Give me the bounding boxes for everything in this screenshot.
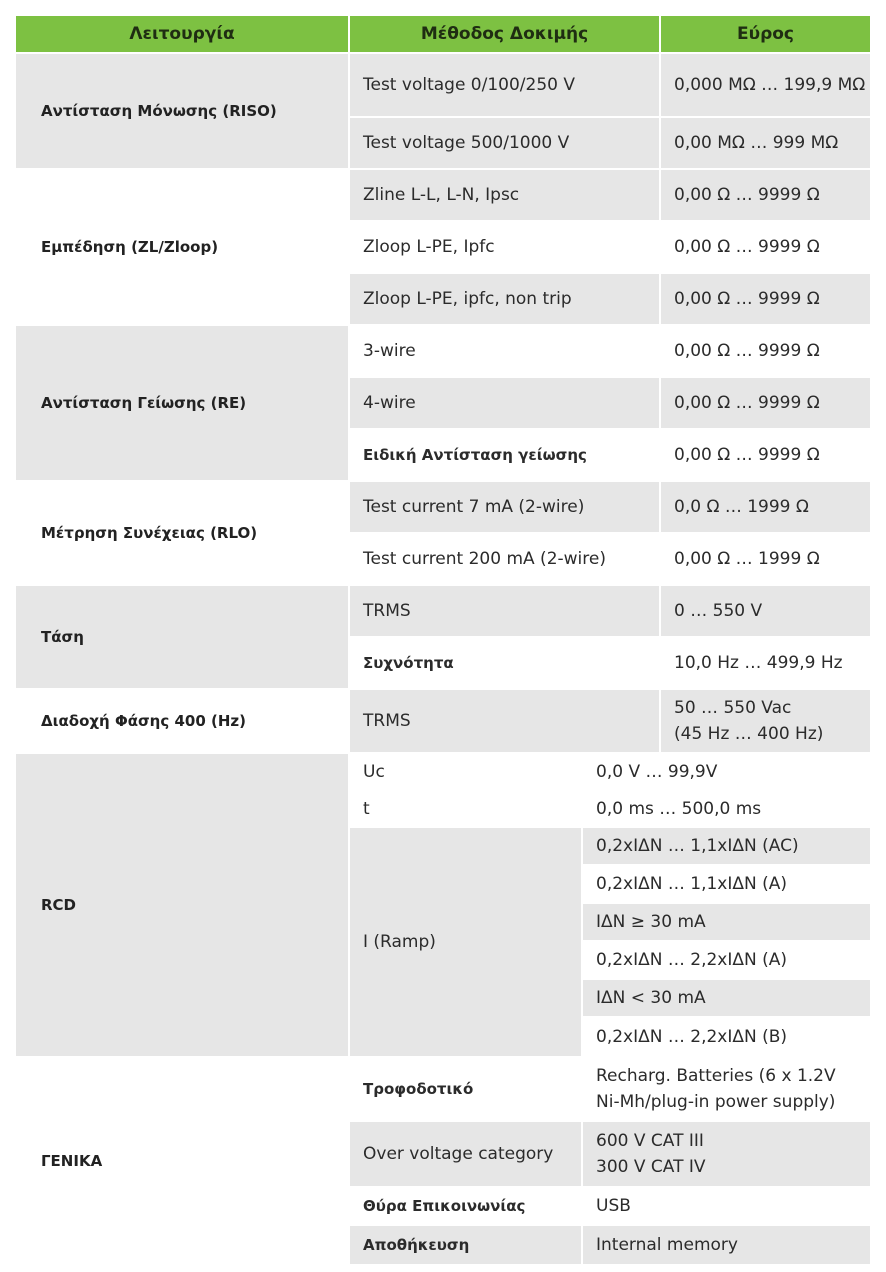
range-re-2: 0,00 Ω … 9999 Ω — [661, 378, 870, 428]
method-phase: TRMS — [350, 690, 659, 752]
range-general-port: USB — [583, 1188, 870, 1224]
function-riso: Αντίσταση Μόνωσης (RISO) — [16, 54, 348, 168]
range-rcd-ramp-4: 0,2xIΔN … 2,2xIΔN (A) — [583, 942, 870, 978]
range-phase-line1: 50 … 550 Vac — [674, 698, 792, 718]
method-re-2: 4-wire — [350, 378, 659, 428]
range-rcd-t: 0,0 ms … 500,0 ms — [583, 792, 870, 826]
range-riso-2: 0,00 MΩ … 999 MΩ — [661, 118, 870, 168]
method-rcd-ramp: I (Ramp) — [350, 828, 581, 1056]
range-zloop-2: 0,00 Ω … 9999 Ω — [661, 222, 870, 272]
header-range: Εύρος — [661, 16, 870, 52]
range-zloop-3: 0,00 Ω … 9999 Ω — [661, 274, 870, 324]
range-general-overvoltage-line2: 300 V CAT IV — [596, 1157, 706, 1177]
range-phase-line2: (45 Hz … 400 Hz) — [674, 724, 824, 744]
method-general-storage: Αποθήκευση — [350, 1226, 581, 1264]
header-function: Λειτουργία — [16, 16, 348, 52]
function-rlo: Μέτρηση Συνέχειας (RLO) — [16, 482, 348, 584]
method-riso-1: Test voltage 0/100/250 V — [350, 54, 659, 116]
function-zloop: Εμπέδηση (ZL/Zloop) — [16, 170, 348, 324]
range-rcd-uc: 0,0 V … 99,9V — [583, 754, 870, 790]
method-rcd-uc: Uc — [350, 754, 581, 790]
range-rcd-ramp-5: IΔN < 30 mA — [583, 980, 870, 1016]
range-riso-1: 0,000 MΩ … 199,9 MΩ — [661, 54, 870, 116]
range-general-overvoltage-line1: 600 V CAT III — [596, 1131, 704, 1151]
method-zloop-1: Zline L-L, L-N, Ipsc — [350, 170, 659, 220]
range-rlo-2: 0,00 Ω … 1999 Ω — [661, 534, 870, 584]
range-general-storage: Internal memory — [583, 1226, 870, 1264]
header-method: Μέθοδος Δοκιμής — [350, 16, 659, 52]
range-rcd-ramp-2: 0,2xIΔN … 1,1xIΔN (A) — [583, 866, 870, 902]
range-general-power-line1: Recharg. Batteries (6 x 1.2V — [596, 1066, 836, 1086]
method-riso-2: Test voltage 500/1000 V — [350, 118, 659, 168]
method-rlo-2: Test current 200 mA (2-wire) — [350, 534, 659, 584]
method-voltage-1: TRMS — [350, 586, 659, 636]
range-re-1: 0,00 Ω … 9999 Ω — [661, 326, 870, 376]
range-re-3: 0,00 Ω … 9999 Ω — [661, 430, 870, 480]
function-rcd: RCD — [16, 754, 348, 1056]
method-general-power: Τροφοδοτικό — [350, 1058, 581, 1120]
function-re: Αντίσταση Γείωσης (RE) — [16, 326, 348, 480]
range-rcd-ramp-3: IΔN ≥ 30 mA — [583, 904, 870, 940]
range-voltage-2: 10,0 Hz … 499,9 Hz — [661, 638, 870, 688]
range-zloop-1: 0,00 Ω … 9999 Ω — [661, 170, 870, 220]
function-phase: Διαδοχή Φάσης 400 (Hz) — [16, 690, 348, 752]
range-rcd-ramp-1: 0,2xIΔN … 1,1xIΔN (AC) — [583, 828, 870, 864]
method-re-1: 3-wire — [350, 326, 659, 376]
range-rlo-1: 0,0 Ω … 1999 Ω — [661, 482, 870, 532]
range-general-power-line2: Ni-Mh/plug-in power supply) — [596, 1092, 836, 1112]
method-voltage-2: Συχνότητα — [350, 638, 659, 688]
range-general-overvoltage — [583, 1122, 870, 1186]
range-phase — [661, 690, 870, 752]
method-zloop-2: Zloop L-PE, Ipfc — [350, 222, 659, 272]
method-rlo-1: Test current 7 mA (2-wire) — [350, 482, 659, 532]
method-rcd-t: t — [350, 792, 581, 826]
method-re-3: Ειδική Αντίσταση γείωσης — [350, 430, 659, 480]
method-general-port: Θύρα Επικοινωνίας — [350, 1188, 581, 1224]
method-general-overvoltage: Over voltage category — [350, 1122, 581, 1186]
method-zloop-3: Zloop L-PE, ipfc, non trip — [350, 274, 659, 324]
function-voltage: Τάση — [16, 586, 348, 688]
range-general-power — [583, 1058, 870, 1120]
range-voltage-1: 0 … 550 V — [661, 586, 870, 636]
function-general: ΓΕΝΙΚΑ — [16, 1058, 348, 1264]
range-rcd-ramp-6: 0,2xIΔN … 2,2xIΔN (B) — [583, 1018, 870, 1056]
